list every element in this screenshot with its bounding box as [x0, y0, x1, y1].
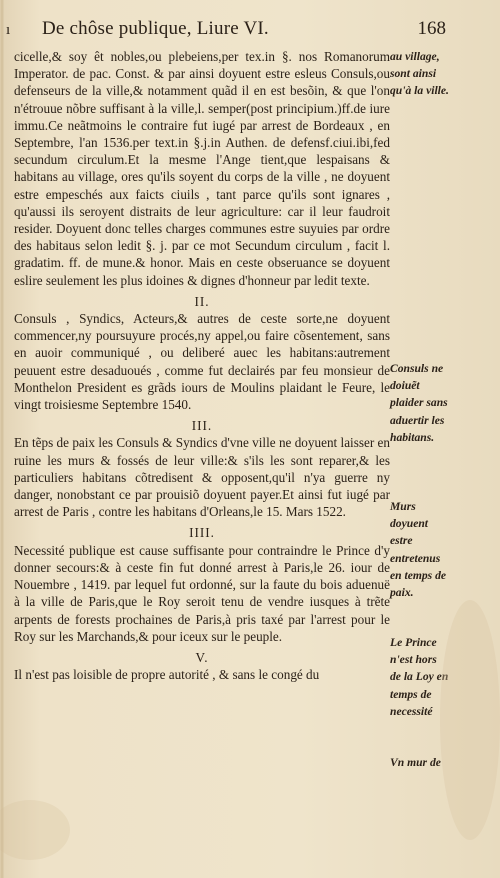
section-numeral: II.: [194, 293, 210, 309]
main-text: [14, 48, 390, 683]
paragraph: En tẽps de paix les Consuls & Syndics d'vne ville ne doyuent laisser en ruine les murs & fossés de leur ville:& s'ils les sont reparer,& les particuliers habitans cõtredisent & opposent,qu'il n'ya guerre ny danger, nonobstant ce par prouisiõ doyuent payer.Et ainsi fut iugé par arrest de Paris , contre les habitans d'Orleans,le 15. Mars 1522.: [14, 435, 390, 520]
section-numeral: V.: [195, 649, 209, 665]
paragraph: cicelle,& soy êt nobles,ou plebeiens,per tex.in §. nos Romanorum Imperator. de pac. Const. & par ainsi doyuent estre esleus Consuls,ou defenseurs de la ville,& notamment quãd il en est besõin, & que l'on n'étrouue nõbre suffisant à la ville,l. semper(post principium.)ff.de iure immu.Ce neãtmoins le contraire fut iugé par arrest de Bordeaux , en Septembre, l'an 1536.per text.in §.j.in Authen. de defensf.ciui.ibi,fed secundum circulum.Et la mesme l'Ange tient,que lespaisans & habitans au village, ores qu'ils soyent du corps de la ville , ne doyuent estre empeschés aux faicts ciuils , tant parce qu'ils sont ignares , qu'aussi ils seroyent distraits de leur agriculture: car il leur faudroit resider. Doyuent donc telles charges communes estre suyuies par ordre des habitaus selon ledit §. j. par ce mot Secundum circulum , facit l. gradatim. ff. de mune.& honor. Mais en ceste obseruance se doyuent eslire seulement les plus idoines & dignes d'honneur par ledit texte.: [14, 49, 390, 288]
margin-note: Consuls ne doiuẽt plaider sans aduertir les habitans.: [390, 362, 448, 444]
section-numeral: IIII.: [189, 525, 215, 541]
running-title: De chôse publique, Liure VI.: [42, 18, 269, 39]
margin-note: Murs doyuent estre entretenus en temps de paix.: [390, 500, 447, 600]
margin-note: Le Prince n'est hors de la Loy en temps de necessité: [390, 636, 449, 718]
paragraph: Consuls , Syndics, Acteurs,& autres de ceste sorte,ne doyuent commencer,ny poursuyure procés,ny appel,ou faire cõsentement, sans en auoir communiqué , ou deliberé auec les habitans:autrement peuuent estre desaduoués , comme fut declairés par feu monsieur de Monthelon President es grãds iours de Moulins plaidant le Feure, le vingt troisiesme Septembre 1540.: [14, 311, 390, 413]
section-numeral: III.: [191, 418, 213, 434]
header-mark: ı: [6, 22, 11, 38]
margin-note: Vn mur de: [390, 756, 441, 769]
page-number: 168: [417, 18, 446, 39]
margin-note: au village, sont ainsi qu'à la ville.: [390, 50, 449, 98]
paragraph: Necessité publique est cause suffisante pour contraindre le Prince d'y donner secours:& à ceste fin fut donné arrest à Paris,le 26. iour de Nouembre , 1419. par lequel fut ordonné, sur la faute du bois aduenuë à la ville de Paris,que le Roy seroit tenu de vendre iusques à trẽte arpents de forests prochaines de Paris,à pris taxé par l'arrest pour le Roy sur les Marchands,& pour iceux sur le peuple.: [14, 542, 390, 644]
paragraph: Il n'est pas loisible de propre autorité , & sans le congé du: [14, 667, 320, 683]
page-header: [6, 18, 446, 44]
